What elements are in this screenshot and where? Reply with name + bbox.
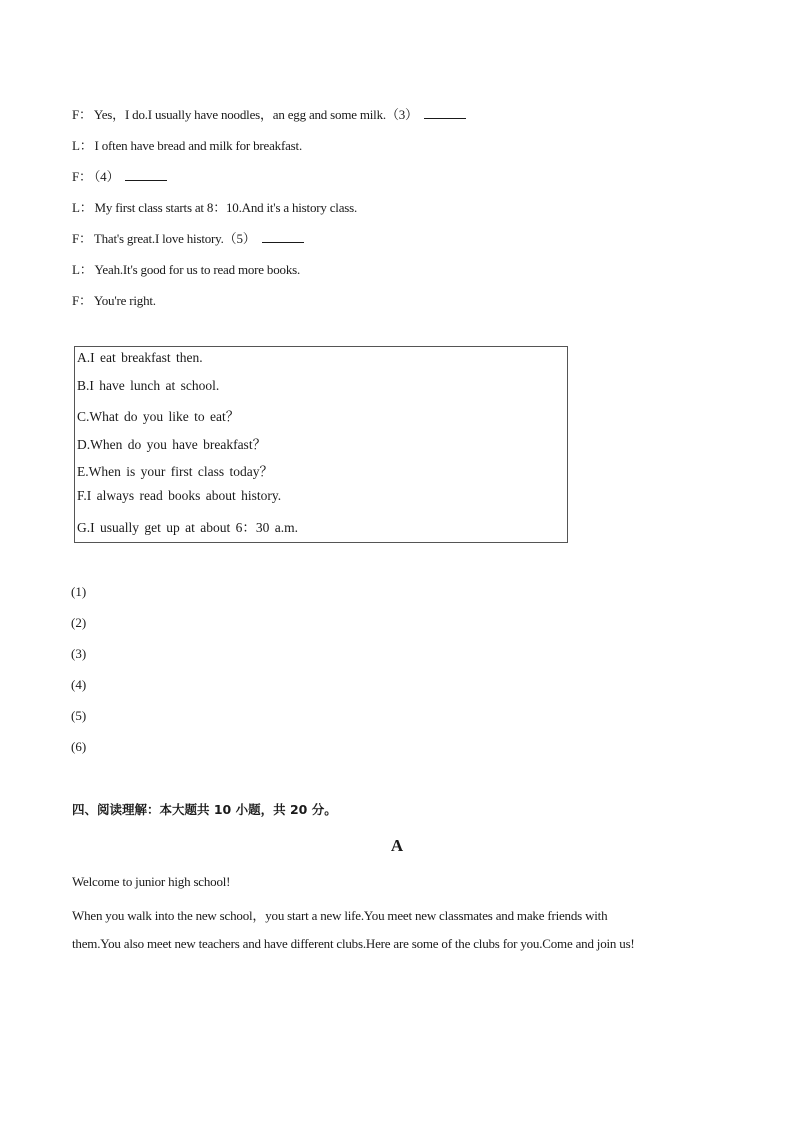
answer-number: (2) (71, 615, 87, 630)
dialogue-line (72, 290, 156, 309)
dialogue-line (72, 259, 300, 278)
section-heading: 四、阅读理解：本大题共 10 小题，共 20 分。 (72, 802, 337, 817)
speaker-label: L： (72, 200, 93, 215)
dialogue-text: Yeah.It's good for us to read more books. (94, 262, 301, 277)
option-e: E.When is your first class today？ (77, 464, 273, 479)
dialogue-text: Yes，I do.I usually have noodles，an egg and some milk.（3） (93, 107, 418, 122)
dialogue-text: My first class starts at 8：10.And it's a history class. (94, 200, 358, 215)
speaker-label: F： (72, 169, 92, 184)
answer-blank (424, 106, 466, 119)
answer-blank (262, 230, 304, 243)
dialogue-line (72, 197, 357, 216)
speaker-label: L： (72, 138, 93, 153)
dialogue-text: I often have bread and milk for breakfast. (94, 138, 302, 153)
dialogue-text: You're right. (93, 293, 156, 308)
speaker-label: F： (72, 107, 92, 122)
option-d: D.When do you have breakfast？ (77, 437, 267, 452)
passage-line: them.You also meet new teachers and have different clubs.Here are some of the clubs for you.Come and join us! (72, 936, 635, 951)
option-c: C.What do you like to eat？ (77, 409, 240, 424)
answer-number: (5) (71, 708, 87, 723)
answer-number: (6) (71, 739, 87, 754)
answer-number: (4) (71, 677, 87, 692)
passage-title: A (390, 836, 404, 855)
options-box (74, 346, 568, 543)
speaker-label: F： (72, 231, 92, 246)
answer-number: (3) (71, 646, 87, 661)
dialogue-line (72, 135, 302, 154)
option-a: A.I eat breakfast then. (77, 350, 203, 365)
speaker-label: L： (72, 262, 93, 277)
option-b: B.I have lunch at school. (77, 378, 220, 393)
dialogue-line (72, 104, 466, 123)
option-g: G.I usually get up at about 6：30 a.m. (77, 520, 298, 535)
dialogue-text: （4） (93, 169, 120, 184)
passage-line: When you walk into the new school，you start a new life.You meet new classmates and make friends with (72, 908, 608, 923)
dialogue-line (72, 228, 304, 247)
answer-number: (1) (71, 584, 87, 599)
passage-line: Welcome to junior high school! (72, 874, 231, 889)
dialogue-text: That's great.I love history.（5） (93, 231, 256, 246)
speaker-label: F： (72, 293, 92, 308)
option-f: F.I always read books about history. (77, 488, 282, 503)
dialogue-line (72, 166, 167, 185)
answer-blank (125, 168, 167, 181)
